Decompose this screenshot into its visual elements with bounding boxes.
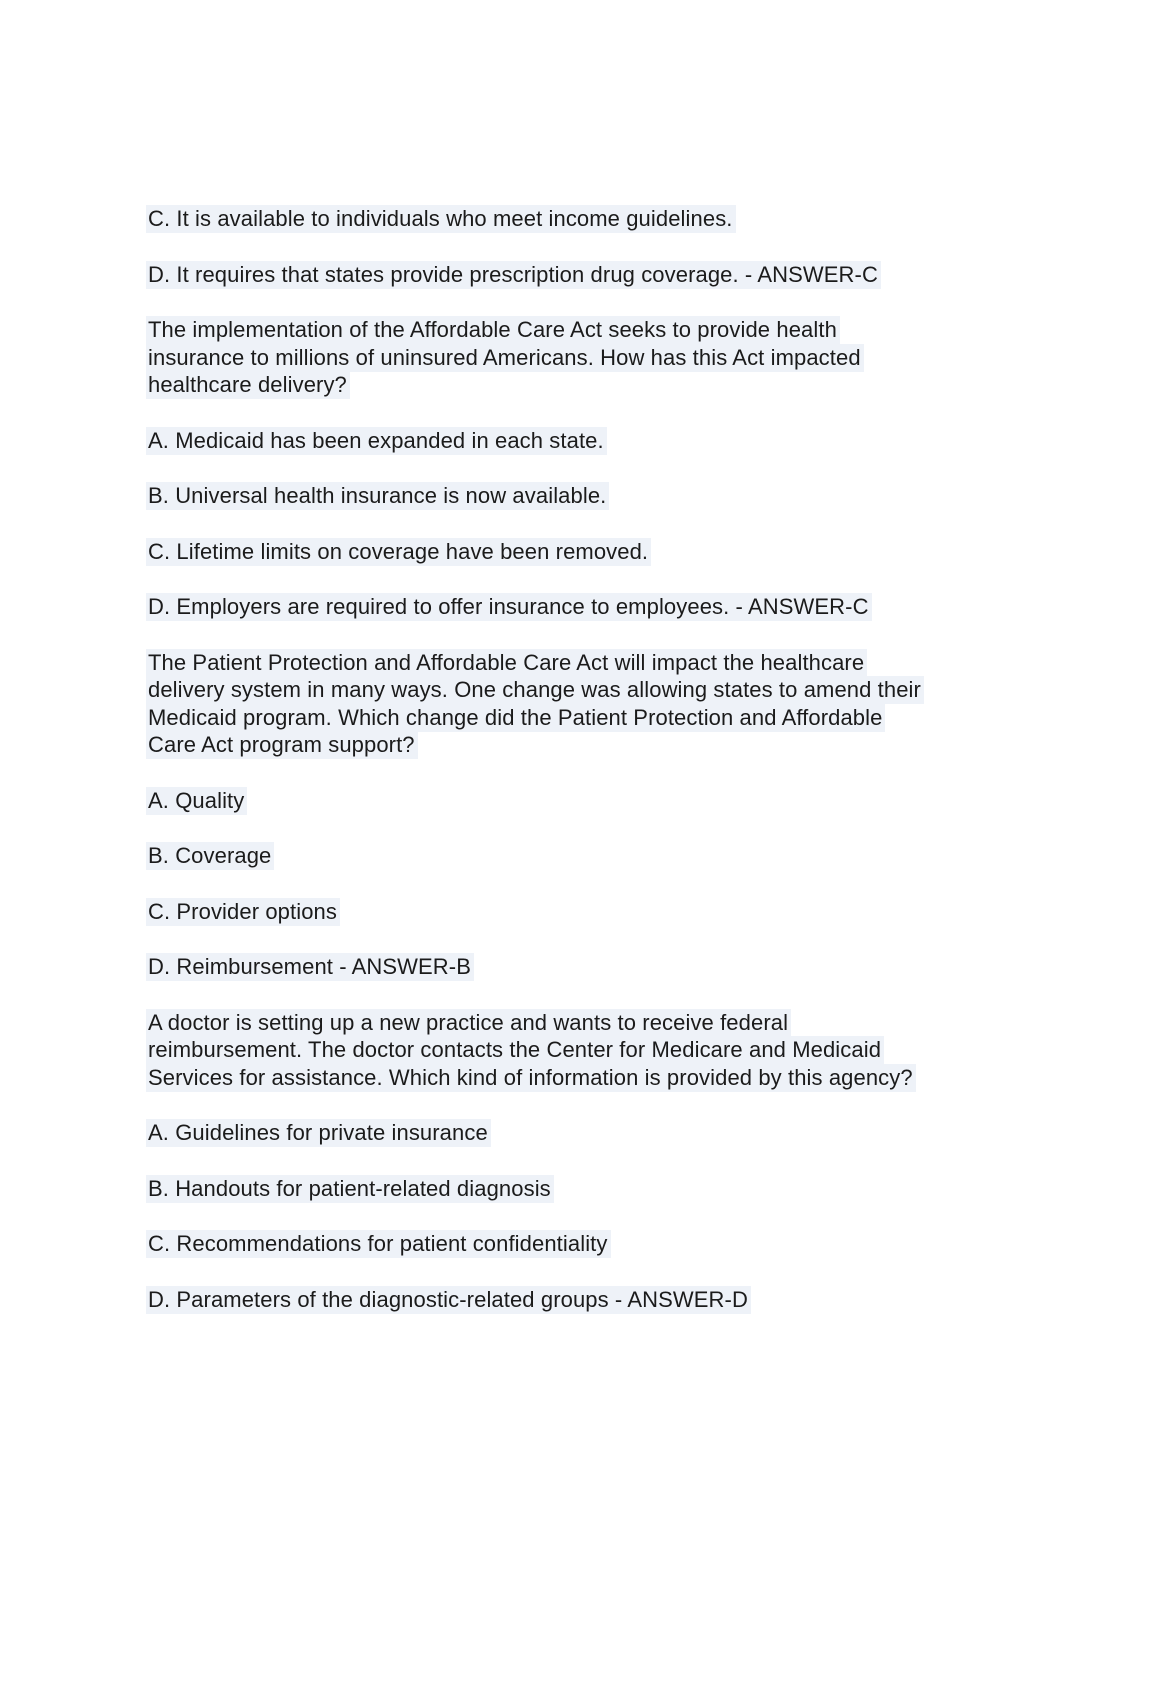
highlighted-text: A doctor is setting up a new practice and wants to receive federal reimbursement. The doctor contacts the Center for Medicare and Medicaid Services for assistance. Which kind of information is provided by this agency? (146, 1009, 916, 1092)
highlighted-text: A. Guidelines for private insurance (146, 1119, 491, 1147)
answer-option-line (146, 1286, 936, 1314)
highlighted-text: C. Provider options (146, 898, 340, 926)
answer-option-line (146, 538, 936, 566)
document-body (146, 205, 936, 1313)
highlighted-text: A. Quality (146, 787, 247, 815)
answer-option-line (146, 898, 936, 926)
question-paragraph (146, 316, 936, 399)
highlighted-text: D. Parameters of the diagnostic-related groups - ANSWER-D (146, 1286, 751, 1314)
answer-option-line (146, 482, 936, 510)
highlighted-text: C. Lifetime limits on coverage have been removed. (146, 538, 651, 566)
highlighted-text: The implementation of the Affordable Care Act seeks to provide health insurance to millions of uninsured Americans. How has this Act impacted healthcare delivery? (146, 316, 864, 399)
answer-option-line (146, 1119, 936, 1147)
highlighted-text: The Patient Protection and Affordable Care Act will impact the healthcare delivery system in many ways. One change was allowing states to amend their Medicaid program. Which change did the Patient Protection and Affordable Care Act program support? (146, 649, 924, 760)
highlighted-text: D. Reimbursement - ANSWER-B (146, 953, 474, 981)
answer-option-line (146, 205, 936, 233)
answer-option-line (146, 1230, 936, 1258)
highlighted-text: D. Employers are required to offer insurance to employees. - ANSWER-C (146, 593, 872, 621)
highlighted-text: B. Handouts for patient-related diagnosis (146, 1175, 554, 1203)
question-paragraph (146, 1009, 936, 1092)
answer-option-line (146, 1175, 936, 1203)
highlighted-text: B. Universal health insurance is now available. (146, 482, 609, 510)
answer-option-line (146, 593, 936, 621)
answer-option-line (146, 787, 936, 815)
answer-option-line (146, 261, 936, 289)
highlighted-text: C. It is available to individuals who meet income guidelines. (146, 205, 736, 233)
highlighted-text: C. Recommendations for patient confidentiality (146, 1230, 611, 1258)
answer-option-line (146, 427, 936, 455)
answer-option-line (146, 953, 936, 981)
highlighted-text: D. It requires that states provide prescription drug coverage. - ANSWER-C (146, 261, 881, 289)
answer-option-line (146, 842, 936, 870)
highlighted-text: B. Coverage (146, 842, 274, 870)
highlighted-text: A. Medicaid has been expanded in each state. (146, 427, 607, 455)
question-paragraph (146, 649, 936, 759)
